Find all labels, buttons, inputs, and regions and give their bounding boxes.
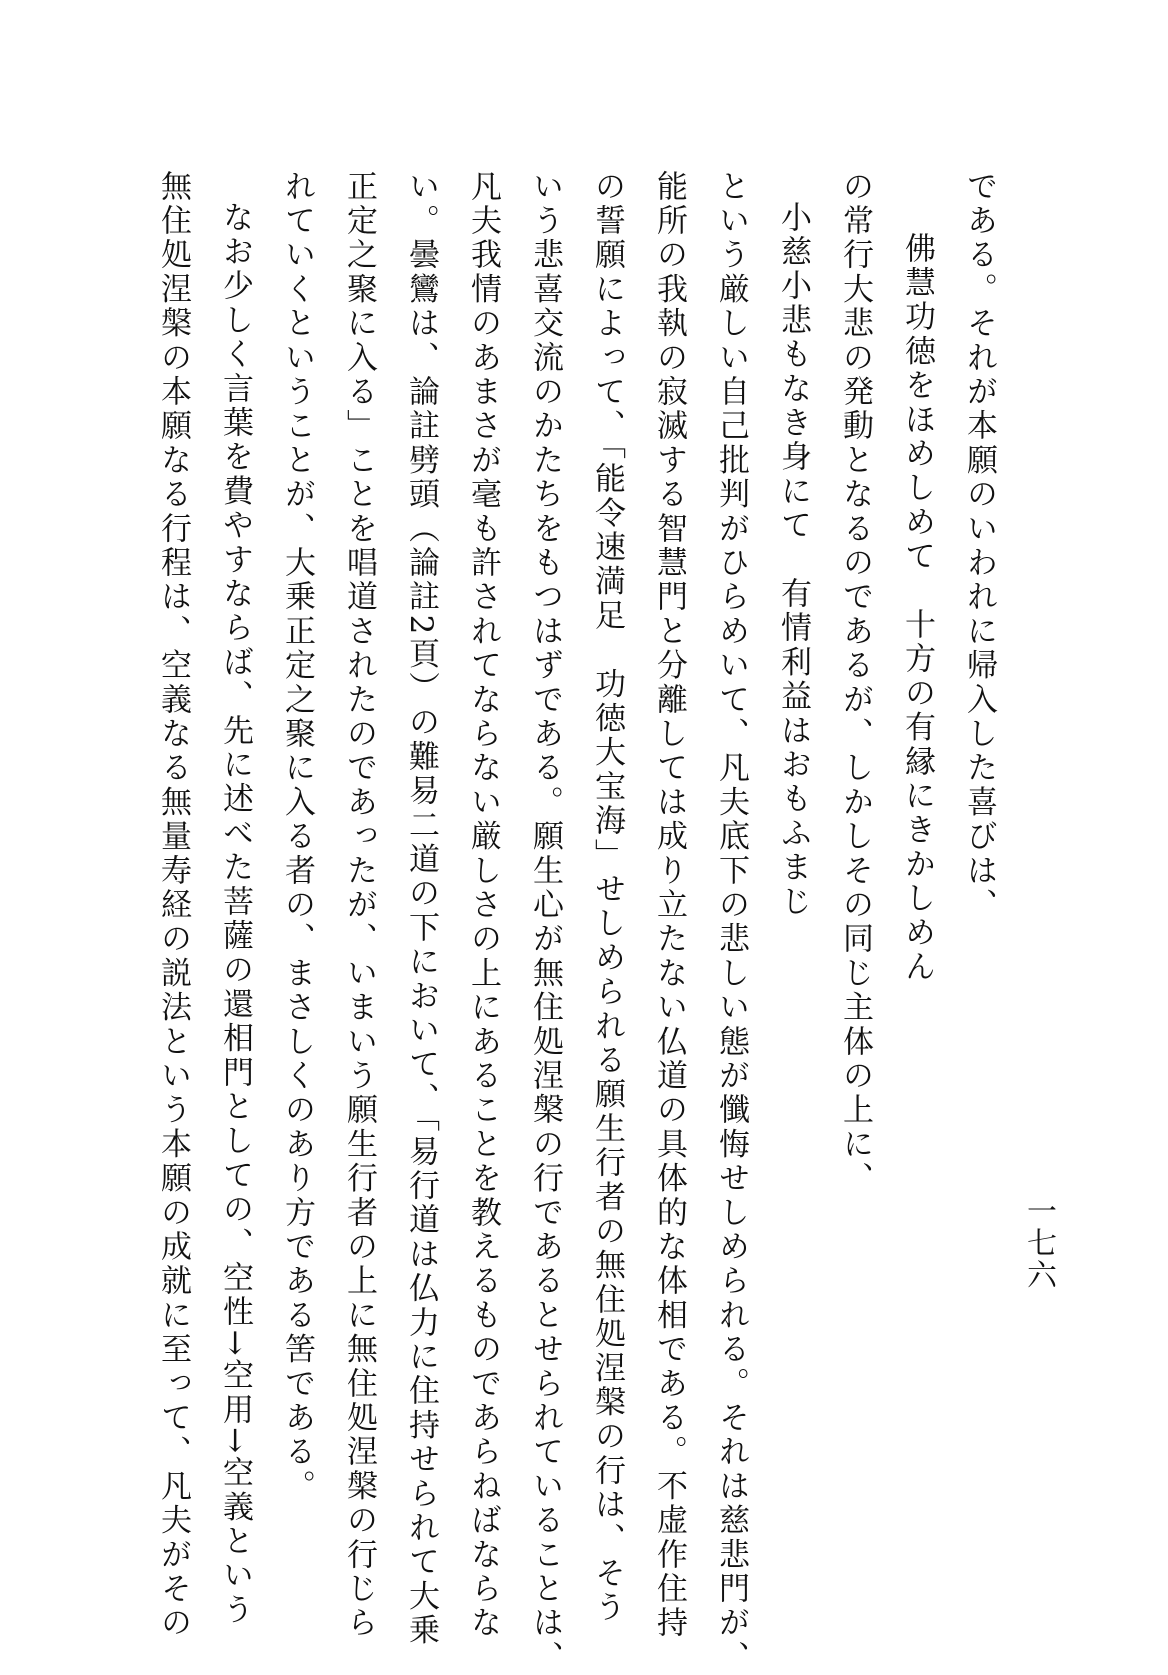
text-line: い。曇鸞は、論註劈頭（論註2頁）の難易二道の下において、「易行道は仏力に住持せられて大乗: [403, 170, 439, 1649]
text-line: 凡夫我情のあまさが毫も許されてならない厳しさの上にあることを教えるものであらねばならな: [465, 170, 501, 1641]
text-line: 無住処涅槃の本願なる行程は、空義なる無量寿経の説法という本願の成就に至って、凡夫がその: [155, 170, 191, 1641]
text-line: の常行大悲の発動となるのであるが、しかしその同じ主体の上に、: [837, 170, 873, 1196]
text-line: 佛慧功徳をほめしめて 十方の有縁にきかしめん: [899, 232, 935, 985]
text-line: の誓願によって、「能令速満足 功徳大宝海」せしめられる願生行者の無住処涅槃の行は、そう: [589, 170, 625, 1626]
text-line: 小慈小悲もなき身にて 有情利益はおもふまじ: [775, 201, 811, 920]
text-line: という厳しい自己批判がひらめいて、凡夫底下の悲しい態が懺悔せしめられる。それは慈悲門が、: [713, 170, 749, 1675]
body-text: [150, 170, 1010, 1675]
text-line: である。それが本願のいわれに帰入した喜びは、: [961, 170, 997, 923]
text-line: 正定之聚に入る」ことを唱道されたのであったが、いまいう願生行者の上に無住処涅槃の行じら: [341, 170, 377, 1641]
text-line: いう悲喜交流のかたちをもつはずである。願生心が無住処涅槃の行であるとせられていることは、: [527, 170, 563, 1675]
text-line: 能所の我執の寂滅する智慧門と分離しては成り立たない仏道の具体的な体相である。不虚作住持: [651, 170, 687, 1641]
page-number: 一七六: [1021, 1195, 1056, 1291]
text-line: なお少しく言葉を費やすならば、先に述べた菩薩の還相門としての、空性→空用→空義という: [217, 201, 253, 1628]
text-line: れていくということが、大乗正定之聚に入る者の、まさしくのあり方である筈である。: [279, 170, 315, 1504]
